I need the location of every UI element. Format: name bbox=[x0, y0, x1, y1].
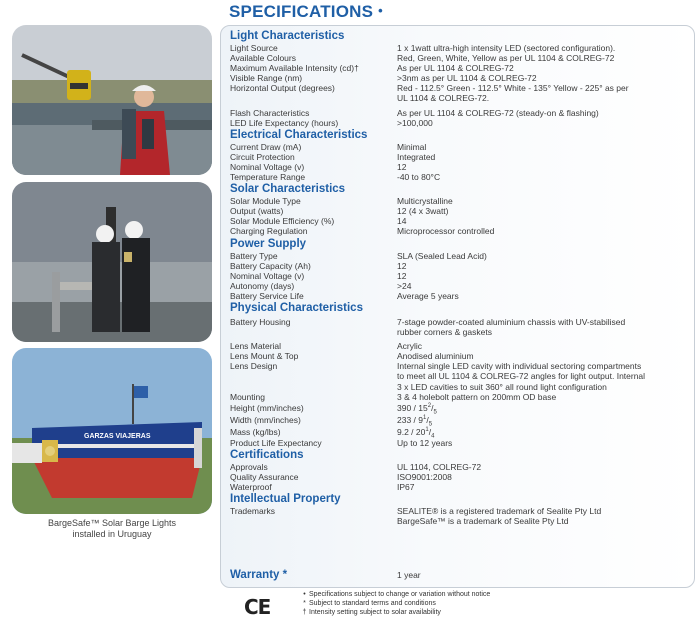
spec-value: Average 5 years bbox=[397, 290, 459, 301]
warranty-row bbox=[230, 568, 690, 582]
spec-row bbox=[230, 73, 690, 83]
spec-value: Minimal bbox=[397, 141, 427, 152]
spec-label: Flash Characteristics bbox=[230, 107, 310, 118]
spec-label: Horizontal Output (degrees) bbox=[230, 83, 335, 94]
spec-row bbox=[230, 402, 690, 414]
spec-label: Battery Service Life bbox=[230, 290, 304, 301]
spec-label: Nominal Voltage (v) bbox=[230, 161, 305, 172]
spec-row bbox=[230, 482, 690, 492]
spec-row bbox=[230, 261, 690, 271]
spec-label: Circuit Protection bbox=[230, 151, 295, 162]
spec-row bbox=[230, 226, 690, 236]
spec-row bbox=[230, 472, 690, 482]
spec-value-line: 7-stage powder-coated aluminium chassis with UV-stabilised bbox=[397, 316, 626, 327]
spec-label: Height (mm/inches) bbox=[230, 402, 304, 413]
footnote-symbol: * bbox=[303, 600, 306, 607]
spec-row bbox=[230, 438, 690, 448]
spec-row bbox=[230, 317, 690, 337]
spec-row bbox=[230, 251, 690, 261]
spec-label: Battery Capacity (Ah) bbox=[230, 260, 311, 271]
spec-row bbox=[230, 142, 690, 152]
spec-row bbox=[230, 341, 690, 351]
spec-label: Nominal Voltage (v) bbox=[230, 270, 305, 281]
spec-label: Solar Module Efficiency (%) bbox=[230, 216, 335, 227]
spec-label: Lens Design bbox=[230, 361, 278, 372]
width-value: 233 / 9 bbox=[397, 414, 423, 425]
spec-value: $9.2 / 20^1/_4$ bbox=[397, 426, 435, 440]
mass-frac-den: 4 bbox=[431, 433, 435, 440]
spec-value: IP67 bbox=[397, 482, 415, 492]
spec-value: >24 bbox=[397, 280, 412, 291]
height-value: 390 / 15 bbox=[397, 402, 428, 413]
spec-value: ISO9001:2008 bbox=[397, 471, 452, 482]
spec-label: Available Colours bbox=[230, 53, 296, 64]
spec-label: Trademarks bbox=[230, 506, 276, 517]
spec-row bbox=[230, 291, 690, 301]
spec-label: Temperature Range bbox=[230, 172, 306, 183]
spec-row bbox=[230, 118, 690, 128]
spec-value bbox=[397, 317, 690, 337]
caption-line-1: BargeSafe™ Solar Barge Lights bbox=[47, 518, 177, 528]
spec-value: 3 & 4 holebolt pattern on 200mm OD base bbox=[397, 391, 557, 402]
spec-value-line: BargeSafe™ is a trademark of Sealite Pty Ltd bbox=[397, 516, 569, 527]
footnote-text: Intensity setting subject to solar availability bbox=[309, 609, 441, 616]
spec-label: Output (watts) bbox=[230, 206, 284, 217]
spec-value-line: UL 1104 & COLREG-72. bbox=[397, 93, 490, 104]
spec-value bbox=[397, 83, 690, 103]
specifications-panel bbox=[220, 25, 695, 588]
spec-value: UL 1104, COLREG-72 bbox=[397, 461, 482, 472]
spec-value: SLA (Sealed Lead Acid) bbox=[397, 250, 487, 261]
spec-label: Autonomy (days) bbox=[230, 280, 295, 291]
footnote bbox=[300, 608, 490, 617]
spec-label: Maximum Available Intensity (cd)† bbox=[230, 63, 359, 74]
footnote-text: Subject to standard terms and conditions bbox=[309, 600, 436, 607]
spec-row bbox=[230, 43, 690, 53]
spec-row bbox=[230, 414, 690, 426]
mass-value: 9.2 / 20 bbox=[397, 426, 426, 437]
spec-row bbox=[230, 351, 690, 361]
spec-label: Current Draw (mA) bbox=[230, 141, 302, 152]
page-title bbox=[229, 2, 383, 22]
section-power-title: Power Supply bbox=[230, 237, 307, 250]
width-frac-num: 1 bbox=[423, 414, 427, 421]
specifications-body bbox=[230, 29, 690, 526]
spec-value: 1 x 1watt ultra-high intensity LED (sectored configuration). bbox=[397, 43, 616, 53]
photo-technician-light bbox=[12, 25, 212, 175]
spec-value: Acrylic bbox=[397, 341, 423, 352]
ce-mark-logo: CE bbox=[244, 595, 271, 619]
width-frac-den: 5 bbox=[428, 421, 433, 428]
spec-label: Battery Type bbox=[230, 250, 278, 261]
photo-workers-on-pole bbox=[12, 182, 212, 342]
spec-value: Up to 12 years bbox=[397, 437, 453, 448]
spec-value: 14 bbox=[397, 216, 407, 227]
spec-label: Lens Mount & Top bbox=[230, 351, 299, 362]
height-frac-num: 2 bbox=[427, 402, 432, 409]
spec-value: $390 / 15^2/_5$ bbox=[397, 402, 437, 416]
spec-value: Anodised aluminium bbox=[397, 351, 474, 362]
height-frac-den: 5 bbox=[433, 409, 437, 416]
spec-value: 12 bbox=[397, 270, 407, 281]
spec-label: Product Life Expectancy bbox=[230, 437, 322, 448]
spec-value-line: rubber corners & gaskets bbox=[397, 327, 492, 338]
spec-value bbox=[397, 361, 690, 391]
spec-value: >100,000 bbox=[397, 117, 433, 128]
spec-label: Visible Range (nm) bbox=[230, 73, 303, 84]
page-title-text: SPECIFICATIONS bbox=[229, 2, 374, 21]
spec-value: Red, Green, White, Yellow as per UL 1104 & COLREG-72 bbox=[397, 53, 615, 64]
spec-value-line: Internal single LED cavity with individual sectoring compartments bbox=[397, 361, 642, 372]
footnote bbox=[300, 599, 490, 608]
photo-caption bbox=[12, 518, 212, 540]
spec-value bbox=[397, 506, 690, 526]
spec-row bbox=[230, 152, 690, 162]
spec-value: As per UL 1104 & COLREG-72 bbox=[397, 63, 514, 74]
section-light-title: Light Characteristics bbox=[230, 30, 345, 42]
spec-value-line: SEALITE® is a registered trademark of Sealite Pty Ltd bbox=[397, 506, 602, 517]
spec-label: Approvals bbox=[230, 461, 268, 472]
spec-row bbox=[230, 271, 690, 281]
spec-row bbox=[230, 206, 690, 216]
spec-label: Charging Regulation bbox=[230, 226, 308, 237]
spec-value-line: 3 x LED cavities to suit 360° all round light configuration bbox=[397, 381, 607, 392]
spec-value: 12 bbox=[397, 161, 407, 172]
section-certifications-title: Certifications bbox=[230, 448, 304, 461]
spec-row bbox=[230, 172, 690, 182]
spec-label: Lens Material bbox=[230, 341, 282, 352]
footnote-text: Specifications subject to change or variation without notice bbox=[309, 591, 491, 598]
spec-label: Width (mm/inches) bbox=[230, 414, 301, 425]
spec-row bbox=[230, 53, 690, 63]
section-physical-title: Physical Characteristics bbox=[230, 301, 363, 314]
spec-row bbox=[230, 162, 690, 172]
spec-row bbox=[230, 63, 690, 73]
spec-value: $233 / 9^1/_5$ bbox=[397, 414, 433, 428]
spec-row bbox=[230, 281, 690, 291]
barge-name-text: GARZAS VIAJERAS bbox=[84, 433, 151, 440]
section-warranty-title: Warranty * bbox=[230, 569, 288, 581]
spec-label: LED Life Expectancy (hours) bbox=[230, 117, 339, 128]
footnote bbox=[300, 590, 490, 599]
spec-value: Multicrystalline bbox=[397, 196, 453, 207]
warranty-value: 1 year bbox=[397, 570, 421, 580]
section-solar-title: Solar Characteristics bbox=[230, 183, 346, 196]
spec-value: As per UL 1104 & COLREG-72 (steady-on & flashing) bbox=[397, 107, 599, 118]
spec-row bbox=[230, 426, 690, 438]
spec-row bbox=[230, 392, 690, 402]
section-electrical-title: Electrical Characteristics bbox=[230, 128, 368, 141]
spec-label: Mass (kg/lbs) bbox=[230, 426, 281, 437]
spec-label: Mounting bbox=[230, 391, 265, 402]
spec-label: Solar Module Type bbox=[230, 196, 301, 207]
footnotes bbox=[300, 590, 490, 617]
spec-label: Battery Housing bbox=[230, 316, 291, 327]
mass-frac-num: 1 bbox=[425, 426, 429, 433]
spec-value: -40 to 80°C bbox=[397, 172, 441, 183]
section-ip-title: Intellectual Property bbox=[230, 493, 341, 506]
spec-row bbox=[230, 506, 690, 526]
footnote-symbol: • bbox=[303, 591, 306, 598]
spec-value-line: to meet all UL 1104 & COLREG-72 angles for light output. Internal bbox=[397, 371, 646, 382]
spec-row bbox=[230, 108, 690, 118]
caption-line-2: installed in Uruguay bbox=[72, 529, 152, 539]
spec-label: Light Source bbox=[230, 43, 278, 53]
spec-value: 12 bbox=[397, 260, 407, 271]
spec-value: Microprocessor controlled bbox=[397, 226, 495, 237]
spec-row bbox=[230, 216, 690, 226]
footnote-symbol: † bbox=[302, 609, 307, 616]
spec-row bbox=[230, 361, 690, 391]
spec-label: Quality Assurance bbox=[230, 471, 299, 482]
photo-barge-launch bbox=[12, 348, 212, 514]
spec-value-line: Red - 112.5° Green - 112.5° White - 135° Yellow - 225° as per bbox=[397, 83, 629, 94]
spec-row bbox=[230, 462, 690, 472]
title-bullet: • bbox=[378, 3, 383, 18]
spec-label: Waterproof bbox=[230, 482, 272, 492]
spec-row bbox=[230, 196, 690, 206]
spec-value: Integrated bbox=[397, 151, 436, 162]
spec-value: 12 (4 x 3watt) bbox=[397, 206, 449, 217]
spec-value: >3nm as per UL 1104 & COLREG-72 bbox=[397, 73, 537, 84]
spec-row bbox=[230, 83, 690, 103]
